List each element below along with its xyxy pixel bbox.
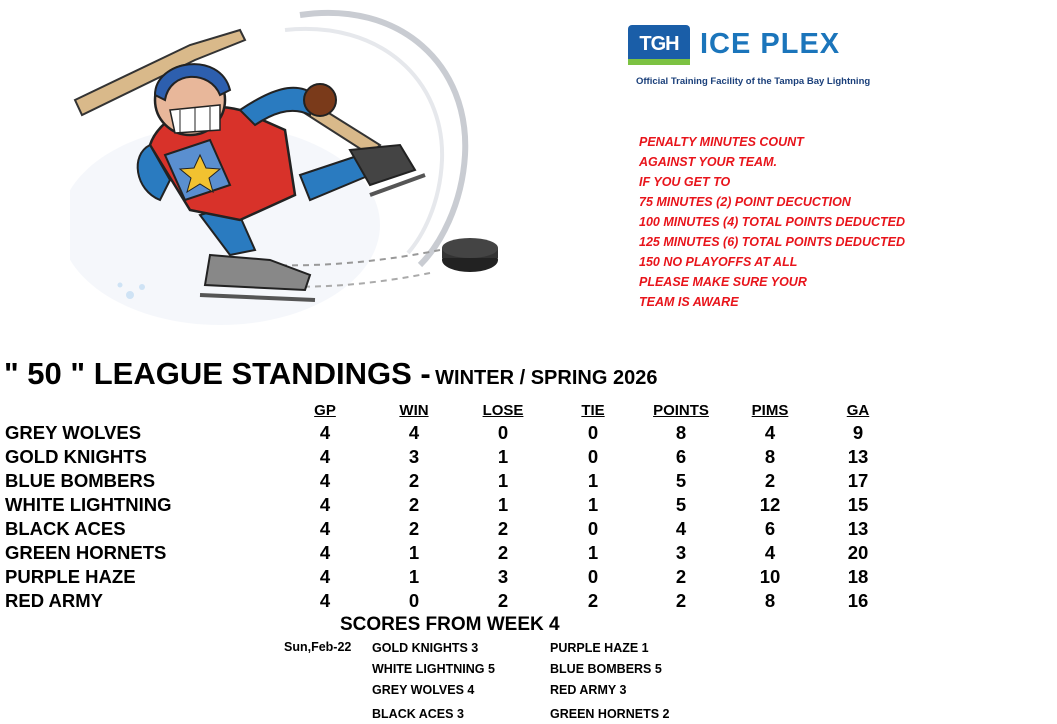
scores-title: SCORES FROM WEEK 4 [340, 614, 560, 635]
stat-pims: 10 [759, 566, 781, 587]
stat-ga: 15 [847, 494, 869, 515]
stat-ga: 16 [847, 590, 869, 611]
stat-pims: 2 [764, 470, 776, 491]
column-header-ga: GA [846, 402, 870, 419]
stat-gp: 4 [319, 470, 331, 491]
stat-gp: 4 [319, 422, 331, 443]
team-name: PURPLE HAZE [5, 566, 136, 587]
stat-lose: 1 [497, 470, 509, 491]
stat-gp: 4 [319, 494, 331, 515]
stat-tie: 1 [587, 542, 599, 563]
table-row [0, 422, 1057, 446]
stat-pims: 4 [764, 422, 776, 443]
logo-tagline: Official Training Facility of the Tampa Bay Lightning [636, 76, 871, 87]
table-row [0, 470, 1057, 494]
team-name: WHITE LIGHTNING [5, 494, 172, 515]
penalty-line: PENALTY MINUTES COUNT [639, 135, 804, 149]
tgh-logo: TGH [628, 25, 690, 63]
team-name: GREEN HORNETS [5, 542, 167, 563]
table-row [0, 446, 1057, 470]
game-away-score: PURPLE HAZE 1 [550, 641, 649, 655]
stat-ga: 13 [847, 446, 869, 467]
stat-tie: 0 [587, 518, 599, 539]
stat-ga: 18 [847, 566, 869, 587]
penalty-line: 150 NO PLAYOFFS AT ALL [639, 255, 798, 269]
stat-points: 8 [675, 422, 687, 443]
stat-lose: 2 [497, 518, 509, 539]
column-header-lose: LOSE [482, 402, 524, 419]
stat-pims: 6 [764, 518, 776, 539]
stat-lose: 0 [497, 422, 509, 443]
stat-pims: 4 [764, 542, 776, 563]
team-name: GOLD KNIGHTS [5, 446, 147, 467]
stat-win: 2 [408, 518, 420, 539]
stat-lose: 3 [497, 566, 509, 587]
stat-pims: 8 [764, 590, 776, 611]
table-row [0, 590, 1057, 614]
stat-tie: 1 [587, 494, 599, 515]
stat-points: 5 [675, 494, 687, 515]
stat-win: 1 [408, 566, 420, 587]
game-away-score: BLUE BOMBERS 5 [550, 662, 662, 676]
table-row [0, 542, 1057, 566]
column-header-points: POINTS [653, 402, 709, 419]
stat-points: 4 [675, 518, 687, 539]
season-label: WINTER / SPRING 2026 [435, 367, 658, 389]
stat-tie: 0 [587, 446, 599, 467]
stat-win: 4 [408, 422, 420, 443]
iceplex-brand: ICE PLEX [700, 28, 841, 60]
penalty-line: 75 MINUTES (2) POINT DECUCTION [639, 195, 851, 209]
team-name: BLUE BOMBERS [5, 470, 156, 491]
stat-ga: 13 [847, 518, 869, 539]
penalty-line: 100 MINUTES (4) TOTAL POINTS DEDUCTED [639, 215, 906, 229]
stat-points: 2 [675, 566, 687, 587]
stat-win: 1 [408, 542, 420, 563]
table-row [0, 566, 1057, 590]
stat-ga: 9 [852, 422, 864, 443]
stat-gp: 4 [319, 518, 331, 539]
stat-lose: 2 [497, 542, 509, 563]
stat-win: 2 [408, 470, 420, 491]
game-away-score: RED ARMY 3 [550, 683, 627, 697]
team-name: BLACK ACES [5, 518, 126, 539]
penalty-line: TEAM IS AWARE [639, 295, 739, 309]
stat-tie: 1 [587, 470, 599, 491]
stat-tie: 0 [587, 422, 599, 443]
stat-tie: 2 [587, 590, 599, 611]
team-name: GREY WOLVES [5, 422, 142, 443]
stat-lose: 2 [497, 590, 509, 611]
stat-win: 3 [408, 446, 420, 467]
stat-points: 3 [675, 542, 687, 563]
hockey-player-illustration [70, 5, 500, 335]
stat-points: 6 [675, 446, 687, 467]
score-date: Sun,Feb-22 [284, 640, 352, 654]
logo-wave-decoration [628, 59, 690, 65]
penalty-line: AGAINST YOUR TEAM. [639, 155, 777, 169]
game-away-score: GREEN HORNETS 2 [550, 707, 670, 721]
stat-pims: 12 [759, 494, 781, 515]
team-name: RED ARMY [5, 590, 103, 611]
stat-gp: 4 [319, 566, 331, 587]
game-home-score: GOLD KNIGHTS 3 [372, 641, 479, 655]
column-header-tie: TIE [581, 402, 605, 419]
game-home-score: GREY WOLVES 4 [372, 683, 475, 697]
penalty-notice [639, 134, 905, 314]
stat-ga: 20 [847, 542, 869, 563]
stat-gp: 4 [319, 542, 331, 563]
page-title [4, 356, 657, 392]
game-home-score: BLACK ACES 3 [372, 707, 464, 721]
penalty-line: PLEASE MAKE SURE YOUR [639, 275, 807, 289]
column-header-pims: PIMS [751, 402, 789, 419]
stat-win: 0 [408, 590, 420, 611]
column-header-win: WIN [399, 402, 429, 419]
stat-gp: 4 [319, 590, 331, 611]
stat-points: 5 [675, 470, 687, 491]
stat-pims: 8 [764, 446, 776, 467]
stat-win: 2 [408, 494, 420, 515]
stat-lose: 1 [497, 494, 509, 515]
penalty-line: 125 MINUTES (6) TOTAL POINTS DEDUCTED [639, 235, 906, 249]
tgh-iceplex-logo [628, 25, 898, 95]
penalty-line: IF YOU GET TO [639, 175, 731, 189]
column-header-gp: GP [314, 402, 336, 419]
table-row [0, 518, 1057, 542]
table-row [0, 494, 1057, 518]
stat-lose: 1 [497, 446, 509, 467]
stat-tie: 0 [587, 566, 599, 587]
stat-ga: 17 [847, 470, 869, 491]
game-home-score: WHITE LIGHTNING 5 [372, 662, 495, 676]
stat-points: 2 [675, 590, 687, 611]
stat-gp: 4 [319, 446, 331, 467]
standings-title: " 50 " LEAGUE STANDINGS - [4, 356, 431, 391]
